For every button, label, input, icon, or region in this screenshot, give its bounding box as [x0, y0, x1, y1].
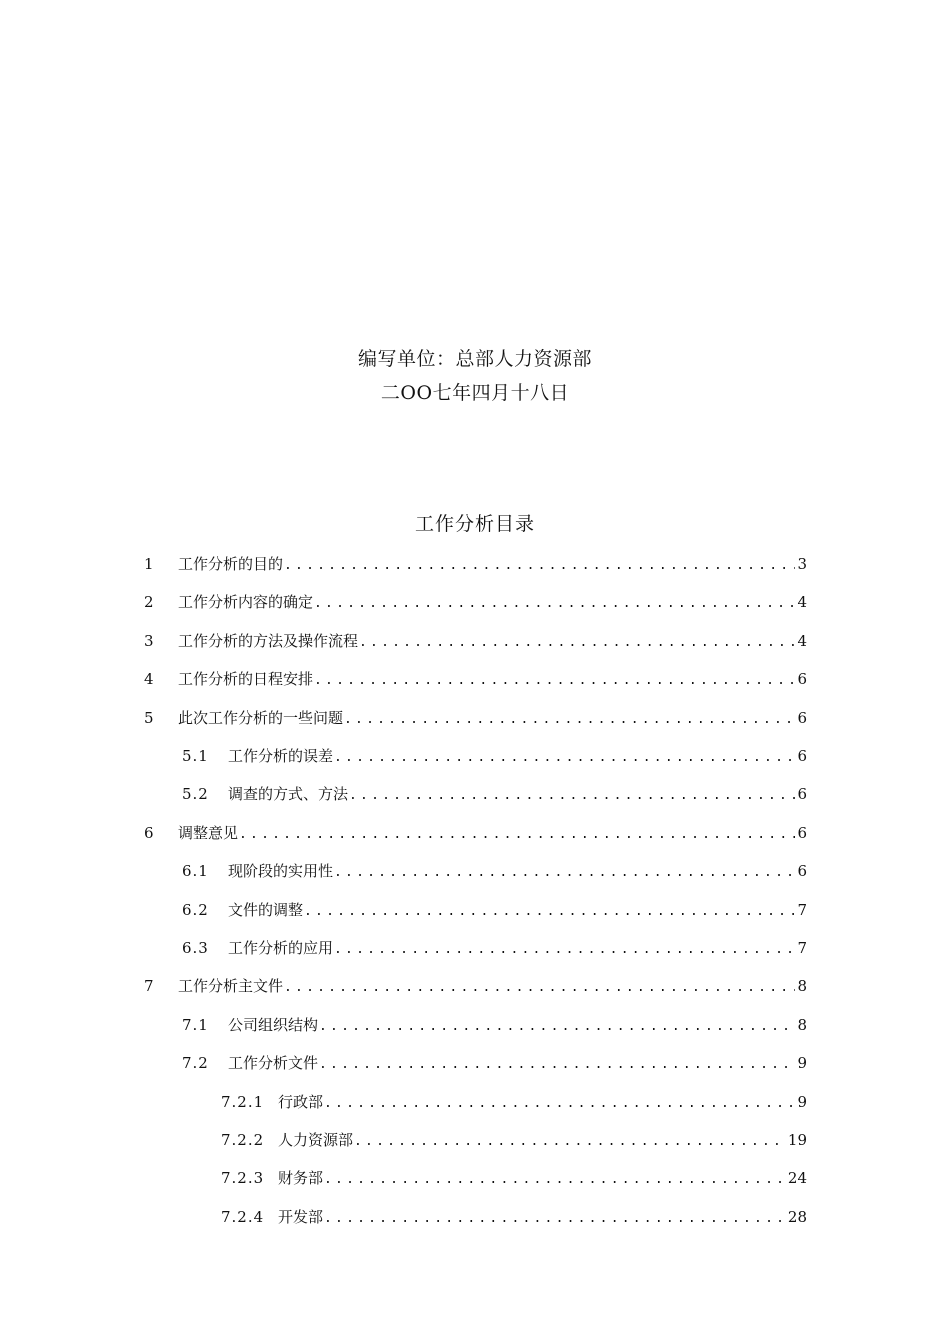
toc-entry-number: 7.2.3	[221, 1169, 265, 1188]
toc-dot-leader	[314, 593, 795, 615]
toc-dot-leader	[324, 1169, 786, 1191]
toc-entry[interactable]	[144, 630, 807, 652]
toc-dot-leader	[319, 1054, 795, 1076]
toc-entry-label: 工作分析的方法及操作流程	[178, 631, 359, 650]
toc-entry[interactable]	[182, 1014, 807, 1036]
toc-entry-number: 7	[144, 977, 155, 996]
toc-entry[interactable]	[221, 1206, 807, 1228]
toc-entry-page-number: 6	[797, 670, 807, 689]
toc-entry-page-number: 8	[797, 977, 807, 996]
toc-entry-label: 工作分析的日程安排	[178, 670, 314, 689]
toc-entry-label: 工作分析主文件	[178, 977, 284, 996]
toc-entry-number: 7.1	[182, 1015, 209, 1034]
toc-entry-label: 工作分析的误差	[228, 747, 334, 765]
toc-dot-leader	[334, 747, 795, 769]
toc-dot-leader	[354, 1131, 786, 1153]
toc-entry-page-number: 19	[787, 1131, 807, 1149]
toc-entry-page-number: 7	[797, 900, 807, 919]
toc-dot-leader	[239, 824, 795, 846]
toc-entry-page-number: 6	[797, 862, 807, 881]
toc-entry-label: 开发部	[278, 1207, 324, 1226]
toc-entry[interactable]	[182, 899, 807, 921]
toc-entry-page-number: 6	[797, 823, 807, 842]
toc-entry-page-number: 4	[797, 593, 807, 612]
toc-entry-number: 1	[144, 555, 155, 573]
toc-entry[interactable]	[221, 1129, 807, 1151]
toc-entry-number: 6	[144, 823, 155, 842]
toc-dot-leader	[284, 977, 795, 999]
toc-entry[interactable]	[144, 975, 807, 997]
toc-dot-leader	[359, 632, 795, 654]
toc-dot-leader	[334, 939, 795, 961]
toc-dot-leader	[314, 670, 795, 692]
toc-entry[interactable]	[144, 707, 807, 729]
toc-entry-label: 公司组织结构	[228, 1015, 319, 1034]
toc-entry-label: 工作分析的应用	[228, 939, 334, 957]
toc-dot-leader	[334, 862, 795, 884]
toc-entry-label: 工作分析内容的确定	[178, 593, 314, 612]
cover-author-unit: 编写单位：总部人力资源部	[357, 348, 592, 370]
toc-entry[interactable]	[144, 591, 807, 613]
toc-entry-label: 工作分析的目的	[178, 555, 284, 573]
toc-entry-page-number: 8	[797, 1015, 807, 1034]
toc-dot-leader	[344, 709, 795, 731]
toc-entry-number: 4	[144, 670, 155, 689]
toc-entry-page-number: 7	[797, 939, 807, 957]
toc-entry-label: 文件的调整	[228, 900, 304, 919]
toc-entry[interactable]	[182, 783, 807, 805]
toc-entry-page-number: 24	[787, 1169, 807, 1188]
toc-entry-page-number: 9	[797, 1054, 807, 1073]
toc-entry[interactable]	[182, 860, 807, 882]
toc-dot-leader	[284, 555, 795, 577]
toc-entry-label: 调整意见	[178, 823, 239, 842]
toc-entry-number: 7.2	[182, 1054, 209, 1073]
toc-entry-page-number: 3	[797, 555, 807, 573]
toc-entry[interactable]	[221, 1167, 807, 1189]
toc-entry-number: 6.1	[182, 862, 209, 881]
toc-title: 工作分析目录	[414, 513, 535, 535]
toc-dot-leader	[319, 1016, 795, 1038]
toc-entry-label: 人力资源部	[278, 1131, 354, 1149]
toc-dot-leader	[324, 1208, 786, 1230]
toc-entry-page-number: 6	[797, 708, 807, 727]
toc-dot-leader	[304, 901, 795, 923]
toc-entry[interactable]	[144, 553, 807, 575]
toc-entry-page-number: 4	[797, 631, 807, 650]
toc-entry[interactable]	[144, 668, 807, 690]
toc-entry[interactable]	[144, 822, 807, 844]
toc-entry-number: 7.2.1	[221, 1092, 265, 1111]
toc-entry[interactable]	[182, 937, 807, 959]
toc-entry[interactable]	[221, 1091, 807, 1113]
toc-entry-label: 行政部	[278, 1092, 324, 1111]
toc-entry-number: 5.1	[182, 747, 209, 765]
toc-entry-number: 7.2.2	[221, 1131, 265, 1149]
toc-entry-label: 调查的方式、方法	[228, 785, 349, 804]
toc-entry-label: 现阶段的实用性	[228, 862, 334, 881]
toc-entry[interactable]	[182, 745, 807, 767]
toc-dot-leader	[324, 1093, 795, 1115]
toc-entry-number: 2	[144, 593, 155, 612]
toc-dot-leader	[349, 785, 795, 807]
toc-entry-page-number: 28	[787, 1207, 807, 1226]
toc-entry-page-number: 6	[797, 747, 807, 765]
toc-entry-number: 6.3	[182, 939, 209, 957]
toc-entry-number: 6.2	[182, 900, 209, 919]
toc-entry-page-number: 6	[797, 785, 807, 804]
toc-entry-number: 5	[144, 708, 155, 727]
toc-entry-label: 财务部	[278, 1169, 324, 1188]
toc-entry-number: 3	[144, 631, 155, 650]
toc-entry-label: 工作分析文件	[228, 1054, 319, 1073]
cover-date: 二OO七年四月十八日	[380, 382, 570, 404]
toc-entry-label: 此次工作分析的一些问题	[178, 708, 344, 727]
toc-entry-number: 7.2.4	[221, 1207, 265, 1226]
toc-entry-page-number: 9	[797, 1092, 807, 1111]
toc-entry-number: 5.2	[182, 785, 209, 804]
toc-entry[interactable]	[182, 1052, 807, 1074]
